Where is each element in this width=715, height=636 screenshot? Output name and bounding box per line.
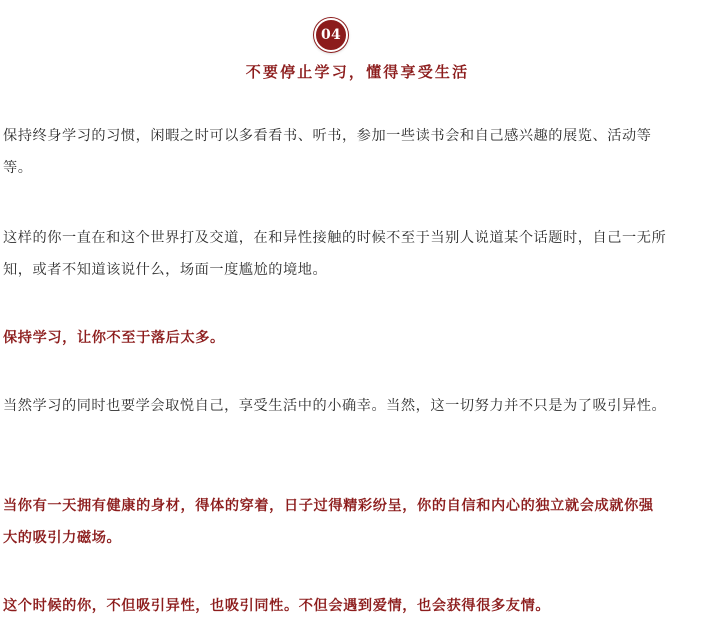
paragraph-lifelong-learning: 保持终身学习的习惯，闲暇之时可以多看看书、听书，参加一些读书会和自己感兴趣的展览、活动等等。	[3, 128, 652, 176]
paragraph-social-topics: 这样的你一直在和这个世界打及交道，在和异性接触的时候不至于当别人说道某个话题时，自己一无所知，或者不知道该说什么，场面一度尴尬的境地。	[3, 230, 667, 278]
highlight-love-friendship: 这个时候的你，不但吸引异性，也吸引同性。不但会遇到爱情，也会获得很多友情。	[3, 598, 551, 614]
highlight-confidence: 当你有一天拥有健康的身材，得体的穿着，日子过得精彩纷呈，你的自信和内心的独立就会成就你强大的吸引力磁场。	[3, 498, 654, 546]
section-number: 04	[314, 18, 348, 52]
highlight-keep-learning: 保持学习，让你不至于落后太多。	[3, 330, 225, 346]
paragraph-enjoy-life: 当然学习的同时也要学会取悦自己，享受生活中的小确幸。当然，这一切努力并不只是为了吸引异性。	[3, 398, 667, 414]
section-title: 不要停止学习，懂得享受生活	[245, 63, 470, 81]
section-number-badge	[314, 18, 348, 52]
